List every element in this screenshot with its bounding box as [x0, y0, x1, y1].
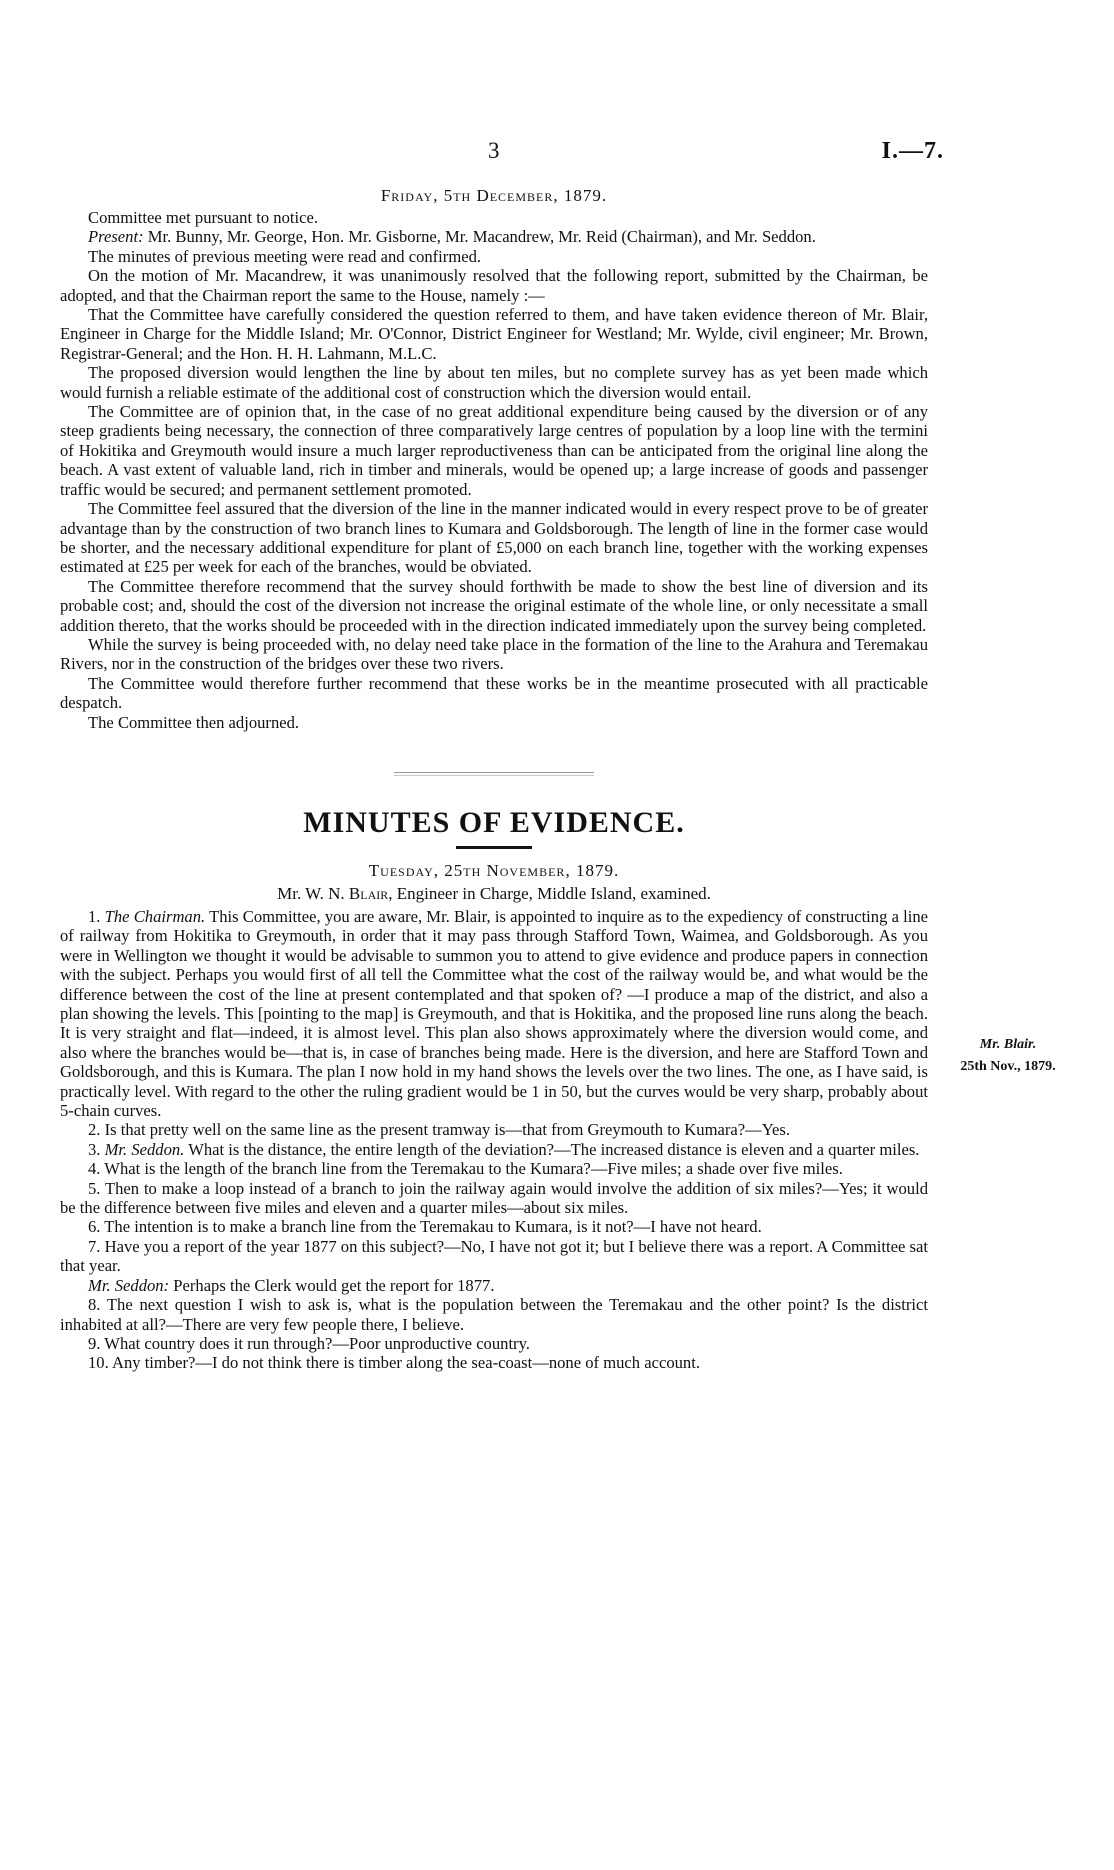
questioner-label: Mr. Seddon:: [88, 1275, 170, 1295]
report-paragraph: That the Committee have carefully considered the question referred to them, and have taken evidence thereon of Mr. Blair, Engineer in Charge for the Middle Island; Mr. O'Connor, District Engineer for Westland; Mr. Wylde, civil engineer; Mr. Brown, Registrar-General; and the Hon. H. H. Lahmann, M.L.C.: [60, 305, 928, 363]
question-10: 10. Any timber?—I do not think there is timber along the sea-coast—none of much account.: [88, 1353, 700, 1373]
question-9: 9. What country does it run through?—Poor unproductive country.: [88, 1333, 530, 1353]
question-7: 7. Have you a report of the year 1877 on this subject?—No, I have not got it; but I believe there was a report. A Committee sat that year.: [60, 1236, 928, 1276]
question-2: 2. Is that pretty well on the same line as the present tramway is—that from Greymouth to Kumara?—Yes.: [88, 1120, 791, 1140]
meeting-opening: Committee met pursuant to notice.: [88, 208, 318, 227]
question-8: 8. The next question I wish to ask is, what is the population between the Teremakau and the other point? Is the district inhabited at all?—There are very few people there, I believe.: [60, 1295, 928, 1334]
report-paragraph: On the motion of Mr. Macandrew, it was unanimously resolved that the following report, submitted by the Chairman, be adopted, and that the Chairman report the same to the House, namely :—: [60, 266, 928, 305]
margin-note: [938, 1034, 1078, 1078]
remark-text: Perhaps the Clerk would get the report for 1877.: [169, 1275, 495, 1295]
report-paragraph: The Committee then adjourned.: [88, 712, 300, 732]
present-members: Mr. Bunny, Mr. George, Hon. Mr. Gisborne, Mr. Macandrew, Mr. Reid (Chairman), and Mr. Seddon.: [143, 227, 816, 247]
evidence-date: Tuesday, 25th November, 1879.: [368, 860, 620, 880]
question-3: [60, 1140, 928, 1159]
page-number: 3: [488, 138, 500, 163]
margin-witness-name: Mr. Blair.: [979, 1037, 1037, 1052]
report-paragraph: The Committee are of opinion that, in the case of no great additional expenditure being caused by the diversion or of any steep gradients being necessary, the connection of three comparatively large centres of population by a loop line with the termini of Hokitika and Greymouth would insure a much larger reproductiveness than can be anticipated from the original line along the beach. A vast extent of valuable land, rich in timber and minerals, would be opened up; a large increase of goods and passenger traffic would be secured; and permanent settlement promoted.: [60, 402, 928, 499]
question-number: 3.: [88, 1139, 105, 1159]
meeting-date: Friday, 5th December, 1879.: [380, 186, 608, 205]
report-paragraph: The Committee would therefore further recommend that these works be in the meantime prosecuted with all practicable despatch.: [60, 673, 928, 713]
questioner-label: Mr. Seddon.: [104, 1139, 185, 1159]
page-header: [0, 138, 1114, 168]
seddon-remark: [60, 1276, 928, 1295]
witness-surname: Blair: [348, 883, 389, 903]
report-paragraph: The Committee therefore recommend that the survey should forthwith be made to show the best line of diversion and its probable cost; and, should the cost of the diversion not increase the original estimate of the whole line, or only necessitate a small addition thereto, that the works should be proceeded with in the direction indicated immediately upon the survey being completed.: [60, 576, 928, 635]
report-paragraph: The minutes of previous meeting were read and confirmed.: [88, 246, 482, 266]
question-text: What is the distance, the entire length of the deviation?—The increased distance is eleven and a quarter miles.: [184, 1139, 920, 1159]
title-rule: [456, 846, 532, 849]
report-paragraph: The Committee feel assured that the diversion of the line in the manner indicated would in every respect prove to be of greater advantage than by the construction of two branch lines to Kumara and Goldsborough. The length of line in the former case would be shorter, and the necessary additional expenditure for plant of £5,000 on each branch line, together with the working expenses estimated at £25 per week for each of the branches, would be obviated.: [60, 499, 928, 577]
present-paragraph: [60, 227, 928, 246]
question-6: 6. The intention is to make a branch line from the Teremakau to Kumara, is it not?—I have not heard.: [88, 1217, 762, 1237]
questioner-label: The Chairman.: [104, 906, 206, 926]
question-4: 4. What is the length of the branch line from the Teremakau to the Kumara?—Five miles; a shade over five miles.: [88, 1159, 843, 1179]
section-divider: [394, 772, 594, 776]
evidence-title: MINUTES OF EVIDENCE.: [303, 805, 685, 839]
margin-date: 25th Nov., 1879.: [960, 1059, 1056, 1074]
report-paragraph: While the survey is being proceeded with, no delay need take place in the formation of the line to the Arahura and Teremakau Rivers, nor in the construction of the bridges over these two rivers.: [60, 634, 928, 674]
witness-prefix: Mr. W. N.: [277, 883, 349, 903]
main-text: [60, 186, 928, 1373]
witness-line: [60, 883, 928, 904]
question-1: 1. The Chairman. This Committee, you are aware, Mr. Blair, is appointed to inquire as to the expediency of constructing a line of railway from Hokitika to Greymouth, in order that it may pass through Stafford Town, Waimea, and Goldsborough. As you were in Wellington we thought it would be advisable to summon you to attend to give evidence and produce papers in connection with the subject. Perhaps you would first of all tell the Committee what the cost of the railway would be, and what would be the difference between the cost of the line at present contemplated and that spoken of? —I produce a map of the district, and also a plan showing the levels. This [pointing to the map] is Greymouth, and that is Hokitika, and the proposed line runs along the beach. It is very straight and flat—indeed, it is almost level. This plan also shows approximately where the diversion would come, and also where the branches would be—that is, in case of branches being made. Here is the diversion, and here are Stafford Town and Goldsborough, and this is Kumara. The plan I now hold in my hand shows the levels over the two lines. The one, as I have said, is practically level. With regard to the other the ruling gradient would be 1 in 50, but the curves would be very sharp, probably about 5-chain curves.: [60, 906, 929, 1121]
question-5: 5. Then to make a loop instead of a branch to join the railway again would involve the addition of six miles?—Yes; it would be the difference between five miles and eleven and a quarter miles—about six miles.: [60, 1178, 928, 1218]
present-label: Present:: [88, 227, 144, 247]
document-reference: I.—7.: [881, 138, 944, 164]
witness-suffix: , Engineer in Charge, Middle Island, examined.: [388, 883, 711, 903]
question-text: This Committee, you are aware, Mr. Blair, is appointed to inquire as to the expediency of constructing a line of railway from Hokitika to Greymouth, in order that it may pass through Stafford Town, Waimea, and Goldsborough. As you were in Wellington we thought it would be advisable to summon you to attend to give evidence and produce papers in connection with the subject. Perhaps you would first of all tell the Committee what the cost of the railway would be, and what would be the difference between the cost of the line at present contemplated and that spoken of? —I produce a map of the district, and also a plan showing the levels. This [pointing to the map] is Greymouth, and that is Hokitika, and the proposed line runs along the beach. It is very straight and flat—indeed, it is almost level. This plan also shows approximately where the diversion would come, and also where the branches would be—that is, in case of branches being made. Here is the diversion, and here are Stafford Town and Goldsborough, and this is Kumara. The plan I now hold in my hand shows the levels over the two lines. The one, as I have said, is practically level. With regard to the other the ruling gradient would be 1 in 50, but the curves would be very sharp, probably about 5-chain curves.: [60, 906, 929, 1121]
report-paragraph: The proposed diversion would lengthen the line by about ten miles, but no complete survey has as yet been made which would furnish a reliable estimate of the additional cost of construction which the diversion would entail.: [60, 363, 928, 402]
